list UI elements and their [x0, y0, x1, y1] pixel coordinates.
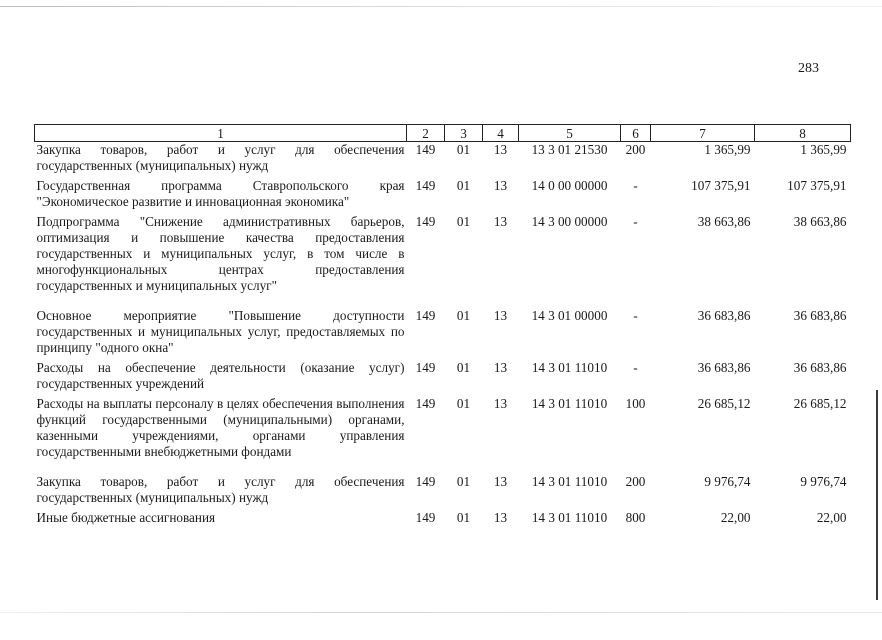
- row-section: 01: [456, 178, 471, 193]
- row-amount-7: 107 375,91: [691, 178, 751, 193]
- table-row: [35, 142, 851, 179]
- row-amount-8: 36 683,86: [793, 360, 847, 375]
- row-expense-type: -: [633, 214, 638, 229]
- table-row: [35, 178, 851, 214]
- row-subsection: 13: [493, 360, 508, 375]
- row-subsection: 13: [493, 474, 508, 489]
- row-amount-8: 38 663,86: [793, 214, 847, 229]
- column-number-5: 5: [519, 125, 621, 142]
- row-section: 01: [456, 142, 471, 157]
- row-target-article: 14 3 01 11010: [531, 510, 608, 525]
- row-section: 01: [456, 510, 471, 525]
- row-expense-type: -: [633, 178, 638, 193]
- column-number-3: 3: [445, 125, 483, 142]
- row-ministry-code: 149: [415, 396, 436, 411]
- row-section: 01: [456, 360, 471, 375]
- row-target-article: 14 3 01 11010: [531, 360, 608, 375]
- row-amount-7: 36 683,86: [697, 360, 751, 375]
- table-row: [35, 474, 851, 510]
- row-amount-7: 9 976,74: [704, 474, 751, 489]
- table-row: [35, 214, 851, 308]
- row-subsection: 13: [493, 510, 508, 525]
- row-amount-8: 36 683,86: [793, 308, 847, 323]
- page-number: 283: [798, 61, 819, 76]
- row-amount-8: 107 375,91: [787, 178, 847, 193]
- row-subsection: 13: [493, 308, 508, 323]
- row-expense-type: -: [633, 308, 638, 323]
- scan-bottom-edge: [0, 612, 882, 613]
- row-amount-8: 22,00: [816, 510, 847, 525]
- row-ministry-code: 149: [415, 510, 436, 525]
- row-expense-type: -: [633, 360, 638, 375]
- column-number-6: 6: [621, 125, 651, 142]
- row-amount-7: 26 685,12: [697, 396, 751, 411]
- row-amount-7: 36 683,86: [697, 308, 751, 323]
- scan-top-edge: [0, 6, 882, 7]
- row-ministry-code: 149: [415, 142, 436, 157]
- row-expense-type: 200: [625, 474, 646, 489]
- row-target-article: 14 3 01 11010: [531, 474, 608, 489]
- scan-right-edge-mark: [876, 390, 878, 600]
- row-name: Государственная программа Ставропольского края "Экономическое развитие и инновационная экономика": [36, 178, 405, 209]
- row-target-article: 14 0 00 00000: [531, 178, 608, 193]
- row-expense-type: 100: [625, 396, 646, 411]
- row-name: Расходы на выплаты персоналу в целях обеспечения выполнения функций государственными (муниципальными) органами, казенными учреждениями, органами управления государственными внебюджетными фондами: [36, 396, 405, 459]
- table-row: [35, 396, 851, 474]
- row-section: 01: [456, 474, 471, 489]
- row-subsection: 13: [493, 214, 508, 229]
- budget-table: [34, 124, 851, 530]
- row-target-article: 14 3 01 00000: [531, 308, 608, 323]
- row-ministry-code: 149: [415, 308, 436, 323]
- row-name: Закупка товаров, работ и услуг для обеспечения государственных (муниципальных) нужд: [36, 142, 405, 173]
- row-expense-type: 200: [625, 142, 646, 157]
- row-name: Закупка товаров, работ и услуг для обеспечения государственных (муниципальных) нужд: [36, 474, 405, 505]
- row-ministry-code: 149: [415, 474, 436, 489]
- row-name: Подпрограмма "Снижение административных барьеров, оптимизация и повышение качества предоставления государственных и муниципальных услуг, в том числе в многофункциональных центрах предоставления государственных и муниципальных услуг": [36, 214, 405, 293]
- row-section: 01: [456, 396, 471, 411]
- row-subsection: 13: [493, 396, 508, 411]
- row-section: 01: [456, 308, 471, 323]
- table-row: [35, 360, 851, 396]
- row-amount-8: 9 976,74: [800, 474, 847, 489]
- row-amount-8: 26 685,12: [793, 396, 847, 411]
- row-amount-7: 38 663,86: [697, 214, 751, 229]
- row-ministry-code: 149: [415, 214, 436, 229]
- row-expense-type: 800: [625, 510, 646, 525]
- row-target-article: 13 3 01 21530: [531, 142, 608, 157]
- table-row: [35, 510, 851, 530]
- row-section: 01: [456, 214, 471, 229]
- row-target-article: 14 3 00 00000: [531, 214, 608, 229]
- table-header-row: [35, 125, 851, 142]
- row-ministry-code: 149: [415, 360, 436, 375]
- column-number-4: 4: [483, 125, 519, 142]
- row-name: Основное мероприятие "Повышение доступности государственных и муниципальных услуг, предоставляемых по принципу "одного окна": [36, 308, 405, 355]
- row-amount-8: 1 365,99: [800, 142, 847, 157]
- row-name: Иные бюджетные ассигнования: [36, 510, 216, 525]
- column-number-8: 8: [755, 125, 851, 142]
- row-name: Расходы на обеспечение деятельности (оказание услуг) государственных учреждений: [36, 360, 405, 391]
- row-amount-7: 22,00: [720, 510, 751, 525]
- column-number-2: 2: [407, 125, 445, 142]
- column-number-1: 1: [35, 125, 407, 142]
- row-amount-7: 1 365,99: [704, 142, 751, 157]
- row-subsection: 13: [493, 142, 508, 157]
- column-number-7: 7: [651, 125, 755, 142]
- row-subsection: 13: [493, 178, 508, 193]
- row-target-article: 14 3 01 11010: [531, 396, 608, 411]
- table-row: [35, 308, 851, 360]
- row-ministry-code: 149: [415, 178, 436, 193]
